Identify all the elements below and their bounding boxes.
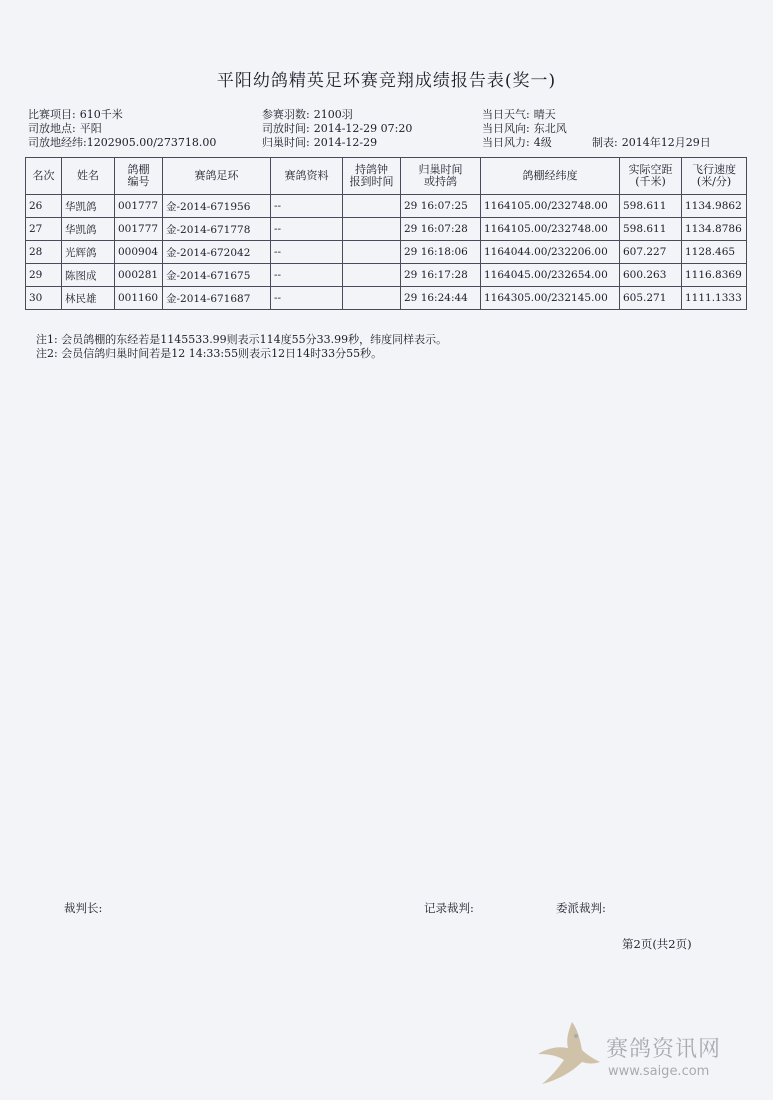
cell-loft-coords: 1164105.00/232748.00 — [481, 195, 620, 218]
meta-label: 司放地点: — [28, 122, 76, 135]
recorder-judge-signature: 记录裁判: — [424, 901, 474, 915]
cell-loft-coords: 1164044.00/232206.00 — [481, 241, 620, 264]
cell-loft-coords: 1164105.00/232748.00 — [481, 218, 620, 241]
cell-clock-time — [343, 287, 401, 310]
cell-speed: 1134.8786 — [682, 218, 747, 241]
cell-speed: 1116.8369 — [682, 264, 747, 287]
meta-value: 2014-12-29 — [313, 136, 378, 149]
header-speed: 飞行速度 (米/分) — [682, 158, 747, 195]
cell-loft-id: 000904 — [115, 241, 163, 264]
table-row — [26, 264, 747, 287]
meta-project — [28, 108, 123, 121]
meta-release-time — [262, 122, 412, 135]
cell-distance: 598.611 — [620, 195, 682, 218]
cell-rank: 30 — [26, 287, 62, 310]
cell-name: 光辉鸽 — [62, 241, 115, 264]
watermark-url: www.saige.com — [608, 1064, 710, 1079]
cell-clock-time — [343, 195, 401, 218]
meta-value: 2014-12-29 07:20 — [313, 122, 413, 135]
meta-value: 4级 — [533, 136, 552, 149]
report-title: 平阳幼鸽精英足环赛竞翔成绩报告表(奖一) — [216, 71, 557, 91]
cell-loft-id: 001160 — [115, 287, 163, 310]
meta-label: 参赛羽数: — [262, 108, 310, 121]
cell-rank: 27 — [26, 218, 62, 241]
cell-return-time: 29 16:24:44 — [401, 287, 481, 310]
cell-loft-coords: 1164045.00/232654.00 — [481, 264, 620, 287]
header-clock-time: 持鸽钟 报到时间 — [343, 158, 401, 195]
cell-speed: 1134.9862 — [682, 195, 747, 218]
table-row — [26, 195, 747, 218]
delegate-judge-signature: 委派裁判: — [556, 901, 606, 915]
meta-wind-direction — [482, 122, 567, 135]
cell-rank: 28 — [26, 241, 62, 264]
cell-speed: 1111.1333 — [682, 287, 747, 310]
header-distance: 实际空距 (千米) — [620, 158, 682, 195]
chief-judge-signature: 裁判长: — [64, 901, 103, 915]
cell-ring: 金-2014-671956 — [163, 195, 271, 218]
meta-value: 东北风 — [533, 122, 567, 135]
meta-release-place — [28, 122, 102, 135]
cell-loft-id: 001777 — [115, 218, 163, 241]
meta-weather — [482, 108, 556, 121]
cell-loft-id: 000281 — [115, 264, 163, 287]
cell-ring: 金-2014-671687 — [163, 287, 271, 310]
header-name: 姓名 — [62, 158, 115, 195]
cell-pigeon-info: -- — [271, 287, 343, 310]
cell-distance: 598.611 — [620, 218, 682, 241]
meta-label: 归巢时间: — [262, 136, 310, 149]
header-pigeon-info: 赛鸽资料 — [271, 158, 343, 195]
cell-loft-id: 001777 — [115, 195, 163, 218]
meta-value: 平阳 — [79, 122, 102, 135]
meta-label: 当日风向: — [482, 122, 530, 135]
note-2: 注2: 会员信鸽归巢时间若是12 14:33:55则表示12日14时33分55秒。 — [36, 347, 383, 360]
cell-name: 华凯鸽 — [62, 218, 115, 241]
notes — [36, 333, 447, 361]
cell-distance: 600.263 — [620, 264, 682, 287]
cell-clock-time — [343, 264, 401, 287]
cell-name: 华凯鸽 — [62, 195, 115, 218]
meta-value: 2014年12月29日 — [621, 136, 711, 149]
header-loft-id: 鸽棚 编号 — [115, 158, 163, 195]
meta-label: 比赛项目: — [28, 108, 76, 121]
pigeon-logo-icon — [528, 1018, 608, 1090]
meta-value: 1202905.00/273718.00 — [86, 136, 217, 149]
meta-entries — [262, 108, 353, 121]
table-row — [26, 287, 747, 310]
cell-distance: 605.271 — [620, 287, 682, 310]
results-table — [25, 157, 747, 310]
meta-release-coords — [28, 136, 216, 149]
meta-value: 晴天 — [533, 108, 556, 121]
meta-value: 2100羽 — [313, 108, 353, 121]
cell-return-time: 29 16:18:06 — [401, 241, 481, 264]
table-header-row — [26, 158, 747, 195]
cell-clock-time — [343, 218, 401, 241]
cell-speed: 1128.465 — [682, 241, 747, 264]
cell-rank: 26 — [26, 195, 62, 218]
cell-ring: 金-2014-672042 — [163, 241, 271, 264]
meta-prepared — [592, 136, 711, 149]
cell-distance: 607.227 — [620, 241, 682, 264]
meta-value: 610千米 — [79, 108, 123, 121]
cell-name: 林民雄 — [62, 287, 115, 310]
meta-label: 司放地经纬: — [28, 136, 87, 149]
table-row — [26, 218, 747, 241]
cell-return-time: 29 16:07:25 — [401, 195, 481, 218]
note-1: 注1: 会员鸽棚的东经若是1145533.99则表示114度55分33.99秒，纬度同样表示。 — [36, 333, 448, 346]
cell-clock-time — [343, 241, 401, 264]
cell-ring: 金-2014-671778 — [163, 218, 271, 241]
cell-return-time: 29 16:17:28 — [401, 264, 481, 287]
table-row — [26, 241, 747, 264]
watermark — [528, 1018, 768, 1090]
meta-label: 司放时间: — [262, 122, 310, 135]
meta-label: 当日风力: — [482, 136, 530, 149]
cell-rank: 29 — [26, 264, 62, 287]
cell-pigeon-info: -- — [271, 195, 343, 218]
cell-pigeon-info: -- — [271, 218, 343, 241]
meta-wind-force — [482, 136, 552, 149]
meta-label: 制表: — [592, 136, 618, 149]
cell-name: 陈图成 — [62, 264, 115, 287]
header-ring: 赛鸽足环 — [163, 158, 271, 195]
cell-loft-coords: 1164305.00/232145.00 — [481, 287, 620, 310]
cell-pigeon-info: -- — [271, 241, 343, 264]
watermark-brand: 赛鸽资讯网 — [606, 1037, 722, 1062]
cell-ring: 金-2014-671675 — [163, 264, 271, 287]
page-number: 第2页(共2页) — [622, 937, 692, 951]
header-rank: 名次 — [26, 158, 62, 195]
meta-return-time — [262, 136, 377, 149]
meta-label: 当日天气: — [482, 108, 530, 121]
header-return-time: 归巢时间 或持鸽 — [401, 158, 481, 195]
header-loft-coords: 鸽棚经纬度 — [481, 158, 620, 195]
cell-pigeon-info: -- — [271, 264, 343, 287]
cell-return-time: 29 16:07:28 — [401, 218, 481, 241]
